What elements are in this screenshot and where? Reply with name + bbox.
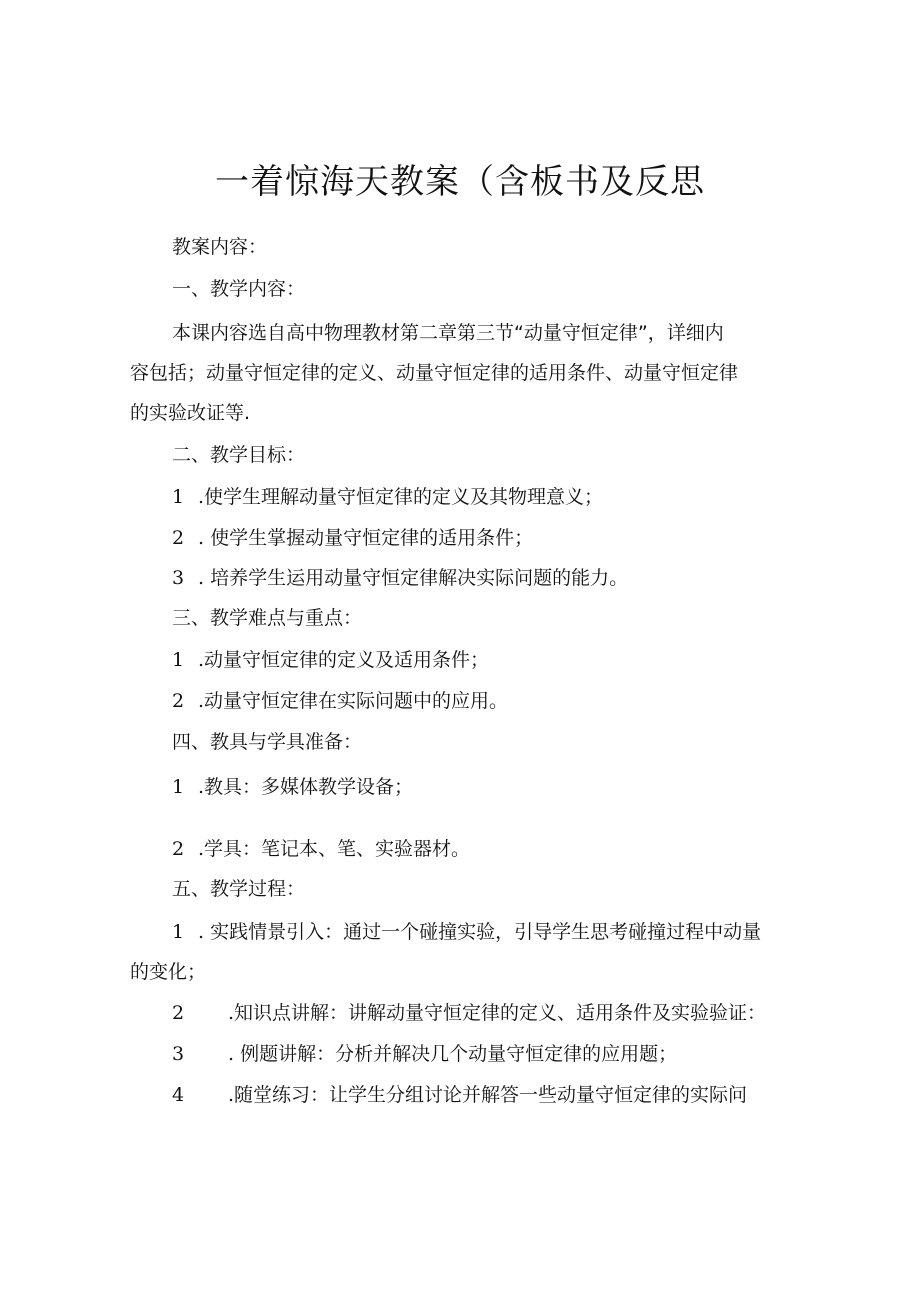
list-item xyxy=(172,770,842,804)
list-item-number: 1 xyxy=(172,649,185,671)
section4-heading: 四、教具与学具准备： xyxy=(172,731,363,753)
list-item xyxy=(172,996,842,1030)
section1-paragraph-line: 容包括；动量守恒定律的定义、动量守恒定律的适用条件、动量守恒定律 xyxy=(130,362,739,384)
section1-heading: 一、教学内容： xyxy=(172,278,306,300)
list-item-number: 1 xyxy=(172,776,185,798)
list-item-number: 2 xyxy=(172,838,185,860)
list-item-number: 2 xyxy=(172,527,185,549)
list-item xyxy=(172,1037,842,1071)
list-item-continuation: 的变化； xyxy=(130,961,207,983)
list-item-number: 4 xyxy=(172,1084,185,1106)
list-item-text: .知识点讲解：讲解动量守恒定律的定义、适用条件及实验验证： xyxy=(228,1002,767,1024)
list-item-number: 3 xyxy=(172,1043,185,1065)
section1-paragraph-line: 的实验改证等. xyxy=(130,402,251,424)
list-item-text: . 实践情景引入：通过一个碰撞实验，引导学生思考碰撞过程中动量 xyxy=(198,921,762,943)
document-title: 一着惊海天教案（含板书及反思 xyxy=(215,162,705,202)
list-item-text: .随堂练习：让学生分组讨论并解答一些动量守恒定律的实际问 xyxy=(228,1084,748,1106)
list-item-text: . 例题讲解：分析并解决几个动量守恒定律的应用题； xyxy=(228,1043,678,1065)
section5-heading: 五、教学过程： xyxy=(172,878,306,900)
list-item-text: .动量守恒定律在实际问题中的应用。 xyxy=(198,690,509,712)
list-item xyxy=(172,561,842,595)
intro-label: 教案内容： xyxy=(172,236,268,258)
list-item-number: 3 xyxy=(172,567,185,589)
list-item xyxy=(172,915,842,949)
section2-heading: 二、教学目标： xyxy=(172,444,306,466)
list-item-number: 1 xyxy=(172,486,185,508)
list-item xyxy=(172,1078,842,1112)
section3-heading: 三、教学难点与重点： xyxy=(172,607,363,629)
list-item-text: . 培养学生运用动量守恒定律解决实际问题的能力。 xyxy=(198,567,629,589)
list-item-text: .动量守恒定律的定义及适用条件； xyxy=(198,649,490,671)
list-item xyxy=(172,480,842,514)
list-item xyxy=(172,832,842,866)
list-item xyxy=(172,684,842,718)
list-item-text: . 使学生掌握动量守恒定律的适用条件； xyxy=(198,527,534,549)
list-item-number: 1 xyxy=(172,921,185,943)
list-item-number: 2 xyxy=(172,690,185,712)
list-item xyxy=(172,521,842,555)
list-item-text: .学具：笔记本、笔、实验器材。 xyxy=(198,838,471,860)
list-item-text: .使学生理解动量守恒定律的定义及其物理意义； xyxy=(198,486,604,508)
list-item-text: .教具：多媒体教学设备； xyxy=(198,776,414,798)
list-item xyxy=(172,643,842,677)
list-item-number: 2 xyxy=(172,1002,185,1024)
section1-paragraph-line: 本课内容选自高中物理教材第二章第三节“动量守恒定律”，详细内 xyxy=(172,322,724,344)
